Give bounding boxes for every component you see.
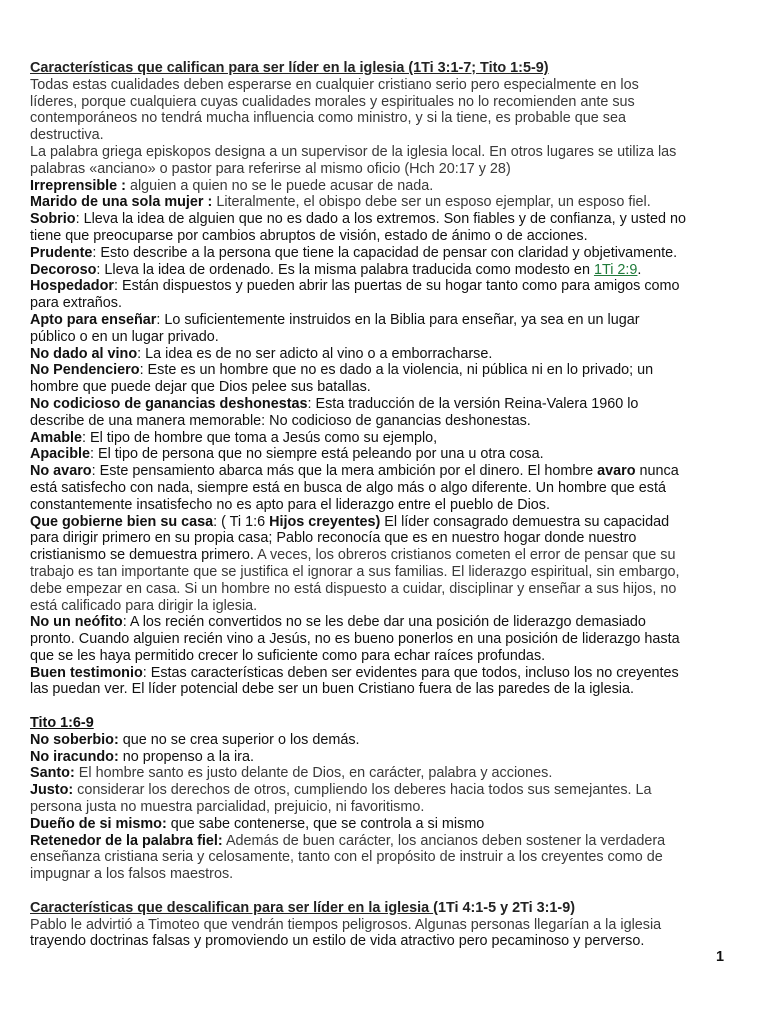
trait-term: Retenedor de la palabra fiel: bbox=[30, 832, 223, 849]
bold-phrase: Hijos creyentes) bbox=[269, 513, 381, 530]
trait-term: Hospedador bbox=[30, 278, 114, 295]
trait-term: No dado al vino bbox=[30, 345, 138, 362]
trait-avaro bbox=[30, 463, 738, 480]
trait-term: Apto para enseñar bbox=[30, 311, 157, 328]
trait-term: No codicioso de ganancias deshonestas bbox=[30, 395, 308, 412]
trait-term: Santo: bbox=[30, 765, 75, 782]
trait-text: alguien a quien no se le puede acusar de nada. bbox=[125, 177, 434, 194]
trait-term: No soberbio: bbox=[30, 731, 119, 748]
intro-paragraph bbox=[30, 77, 738, 178]
trait-text-continued: trabajo es tan importante que se justifica el ignorar a sus familias. El liderazgo espiritual, sin embargo, bbox=[30, 563, 680, 580]
trait-text: : Esto describe a la persona que tiene la capacidad de pensar con claridad y objetivamente. bbox=[92, 244, 678, 261]
tito-retenedor bbox=[30, 833, 738, 850]
trait-term: Buen testimonio bbox=[30, 664, 143, 681]
trait-term: Justo: bbox=[30, 782, 74, 799]
trait-text-continued: persona justa no muestra parcialidad, prejuicio, ni favoritismo. bbox=[30, 799, 425, 816]
trait-decoroso bbox=[30, 262, 738, 279]
scripture-link[interactable]: 1Ti 2:9 bbox=[593, 261, 638, 278]
spacer bbox=[30, 698, 738, 715]
trait-text-continued: enseñanza cristiana seria y celosamente, tanto con el propósito de instruir a los creyentes como de bbox=[30, 849, 663, 866]
trait-text-continued bbox=[30, 547, 738, 564]
trait-neofito bbox=[30, 614, 738, 631]
trait-text-continued: hombre que puede dejar que Dios pelee sus batallas. bbox=[30, 379, 371, 396]
trait-text: : Este pensamiento abarca más que la mera ambición por el dinero. El hombre bbox=[91, 463, 598, 480]
trait-term: No Pendenciero bbox=[30, 362, 140, 379]
trait-testimonio bbox=[30, 665, 738, 682]
heading-underlined: Características que descalifican para ser líder en la iglesia bbox=[30, 899, 434, 916]
trait-text: nunca bbox=[635, 463, 679, 480]
trait-text: : A los recién convertidos no se les debe dar una posición de liderazgo demasiado bbox=[122, 614, 646, 631]
trait-text-continued: está satisfecho con nada, siempre está en busca de algo más o algo diferente. Un hombre que está bbox=[30, 479, 666, 496]
trait-term: Prudente bbox=[30, 244, 93, 261]
trait-gobierne bbox=[30, 514, 738, 531]
tito-dueno bbox=[30, 816, 738, 833]
trait-term: Decoroso bbox=[30, 261, 97, 278]
trait-term: No un neófito bbox=[30, 614, 123, 631]
intro-line: líderes, porque cualquiera cuyas cualidades morales y espirituales no lo recomienden ante sus bbox=[30, 93, 635, 110]
trait-text-continued: debe empezar en casa. Si un hombre no está dispuesto a cuidar, disciplinar y enseñar a sus hijos, no bbox=[30, 580, 677, 597]
trait-text-continued: tiene que preocuparse por cambios abruptos de visión, estado de ánimo o de acciones. bbox=[30, 227, 588, 244]
trait-text-continued: para dirigir primero en su propia casa; Pablo reconocía que es en nuestro hogar donde nuestro bbox=[30, 530, 637, 547]
section-heading-califican: Características que califican para ser líder en la iglesia (1Ti 3:1-7; Tito 1:5-9) bbox=[30, 60, 549, 76]
trait-hospedador bbox=[30, 278, 738, 295]
trait-text: : El tipo de hombre que toma a Jesús como su ejemplo, bbox=[81, 429, 438, 446]
trait-text-continued: está calificado para dirigir la iglesia. bbox=[30, 597, 258, 614]
document-body bbox=[30, 60, 738, 950]
trait-text: : El tipo de persona que no siempre está peleando por una u otra cosa. bbox=[89, 446, 544, 463]
trait-text: no propenso a la ira. bbox=[118, 748, 254, 765]
section-heading-tito: Tito 1:6-9 bbox=[30, 715, 94, 732]
trait-text: que no se crea superior o los demás. bbox=[118, 731, 360, 748]
trait-text: cristianismo se demuestra primero. bbox=[30, 547, 258, 564]
trait-text-continued: constantemente insatisfecho no es apto para el liderazgo entre el pueblo de Dios. bbox=[30, 496, 550, 513]
trait-apacible bbox=[30, 446, 738, 463]
intro-line: contemporáneos no tendrá mucha influencia como ministro, y si la tiene, es probable que sea bbox=[30, 110, 626, 127]
section-heading-descalifican bbox=[30, 900, 738, 917]
intro-line: destructiva. bbox=[30, 127, 104, 144]
page-number: 1 bbox=[716, 949, 725, 965]
trait-apto bbox=[30, 312, 738, 329]
trait-text: : Lo suficientemente instruidos en la Biblia para enseñar, ya sea en un lugar bbox=[156, 311, 640, 328]
trait-text-continued: pronto. Cuando alguien recién vino a Jesús, no es bueno ponerlos en una posición de liderazgo hasta bbox=[30, 631, 680, 648]
trait-text-continued: público o en un lugar privado. bbox=[30, 328, 219, 345]
trait-term: Amable bbox=[30, 429, 82, 446]
trait-term: No avaro bbox=[30, 463, 92, 480]
trait-text-continued: impugnar a los falsos maestros. bbox=[30, 866, 234, 883]
closing-line: Pablo le advirtió a Timoteo que vendrán tiempos peligrosos. Algunas personas llegarían a la iglesia bbox=[30, 916, 662, 933]
trait-text-end: . bbox=[637, 261, 642, 278]
trait-term: Marido de una sola mujer : bbox=[30, 194, 213, 211]
trait-text: : Este es un hombre que no es dado a la violencia, ni pública ni en lo privado; un bbox=[139, 362, 654, 379]
trait-text: : Estas características deben ser evidentes para que todos, incluso los no creyentes bbox=[142, 664, 679, 681]
trait-term: Apacible bbox=[30, 446, 90, 463]
trait-sobrio bbox=[30, 211, 738, 228]
trait-term: Irreprensible : bbox=[30, 177, 126, 194]
trait-text: Literalmente, el obispo debe ser un esposo ejemplar, un esposo fiel. bbox=[212, 194, 651, 211]
heading-reference: (1Ti 4:1-5 y 2Ti 3:1-9) bbox=[433, 899, 575, 916]
tito-iracundo bbox=[30, 749, 738, 766]
trait-term: Dueño de si mismo: bbox=[30, 815, 167, 832]
trait-text: considerar los derechos de otros, cumpliendo los deberes hacia todos sus semejantes. La bbox=[73, 782, 652, 799]
trait-term: Que gobierne bien su casa bbox=[30, 513, 214, 530]
trait-text: : La idea es de no ser adicto al vino o a emborracharse. bbox=[137, 345, 493, 362]
closing-line: trayendo doctrinas falsas y promoviendo un estilo de vida atractivo pero pecaminoso y perverso. bbox=[30, 933, 645, 950]
trait-text-continued: las puedan ver. El líder potencial debe ser un buen Cristiano fuera de las paredes de la iglesia. bbox=[30, 681, 634, 698]
bold-word: avaro bbox=[597, 463, 636, 480]
trait-text: : Esta traducción de la versión Reina-Valera 1960 lo bbox=[307, 395, 639, 412]
trait-text: Además de buen carácter, los ancianos deben sostener la verdadera bbox=[222, 832, 666, 849]
trait-text: : ( Ti 1:6 bbox=[213, 513, 270, 530]
trait-text-gray: A veces, los obreros cristianos cometen el error de pensar que su bbox=[257, 547, 676, 564]
tito-justo bbox=[30, 782, 738, 799]
trait-marido bbox=[30, 194, 738, 211]
trait-text-continued: para extraños. bbox=[30, 295, 122, 312]
trait-text: : Están dispuestos y pueden abrir las puertas de su hogar tanto como para amigos como bbox=[113, 278, 680, 295]
intro-line: Todas estas cualidades deben esperarse en cualquier cristiano serio pero especialmente en los bbox=[30, 76, 639, 93]
trait-irreprensible bbox=[30, 178, 738, 195]
trait-codicioso bbox=[30, 396, 738, 413]
trait-text: El hombre santo es justo delante de Dios, en carácter, palabra y acciones. bbox=[74, 765, 553, 782]
trait-prudente bbox=[30, 245, 738, 262]
trait-text: : Lleva la idea de alguien que no es dado a los extremos. Son fiables y de confianza, y usted no bbox=[75, 211, 686, 228]
trait-text: que sabe contenerse, que se controla a si mismo bbox=[166, 815, 485, 832]
intro-line: palabras «anciano» o pastor para referirse al mismo oficio (Hch 20:17 y 28) bbox=[30, 160, 511, 177]
tito-soberbio bbox=[30, 732, 738, 749]
trait-pendenciero bbox=[30, 362, 738, 379]
trait-text: El líder consagrado demuestra su capacidad bbox=[380, 513, 670, 530]
trait-term: Sobrio bbox=[30, 211, 76, 228]
trait-vino bbox=[30, 346, 738, 363]
trait-text: : Lleva la idea de ordenado. Es la misma palabra traducida como modesto en bbox=[96, 261, 594, 278]
trait-text-continued: describe de una manera memorable: No codicioso de ganancias deshonestas. bbox=[30, 412, 531, 429]
intro-line: La palabra griega episkopos designa a un supervisor de la iglesia local. En otros lugares se utiliza las bbox=[30, 143, 677, 160]
trait-term: No iracundo: bbox=[30, 748, 119, 765]
trait-text-continued: que se les haya permitido crecer lo suficiente como para echar raíces profundas. bbox=[30, 647, 546, 664]
spacer bbox=[30, 883, 738, 900]
trait-amable bbox=[30, 430, 738, 447]
tito-santo bbox=[30, 765, 738, 782]
